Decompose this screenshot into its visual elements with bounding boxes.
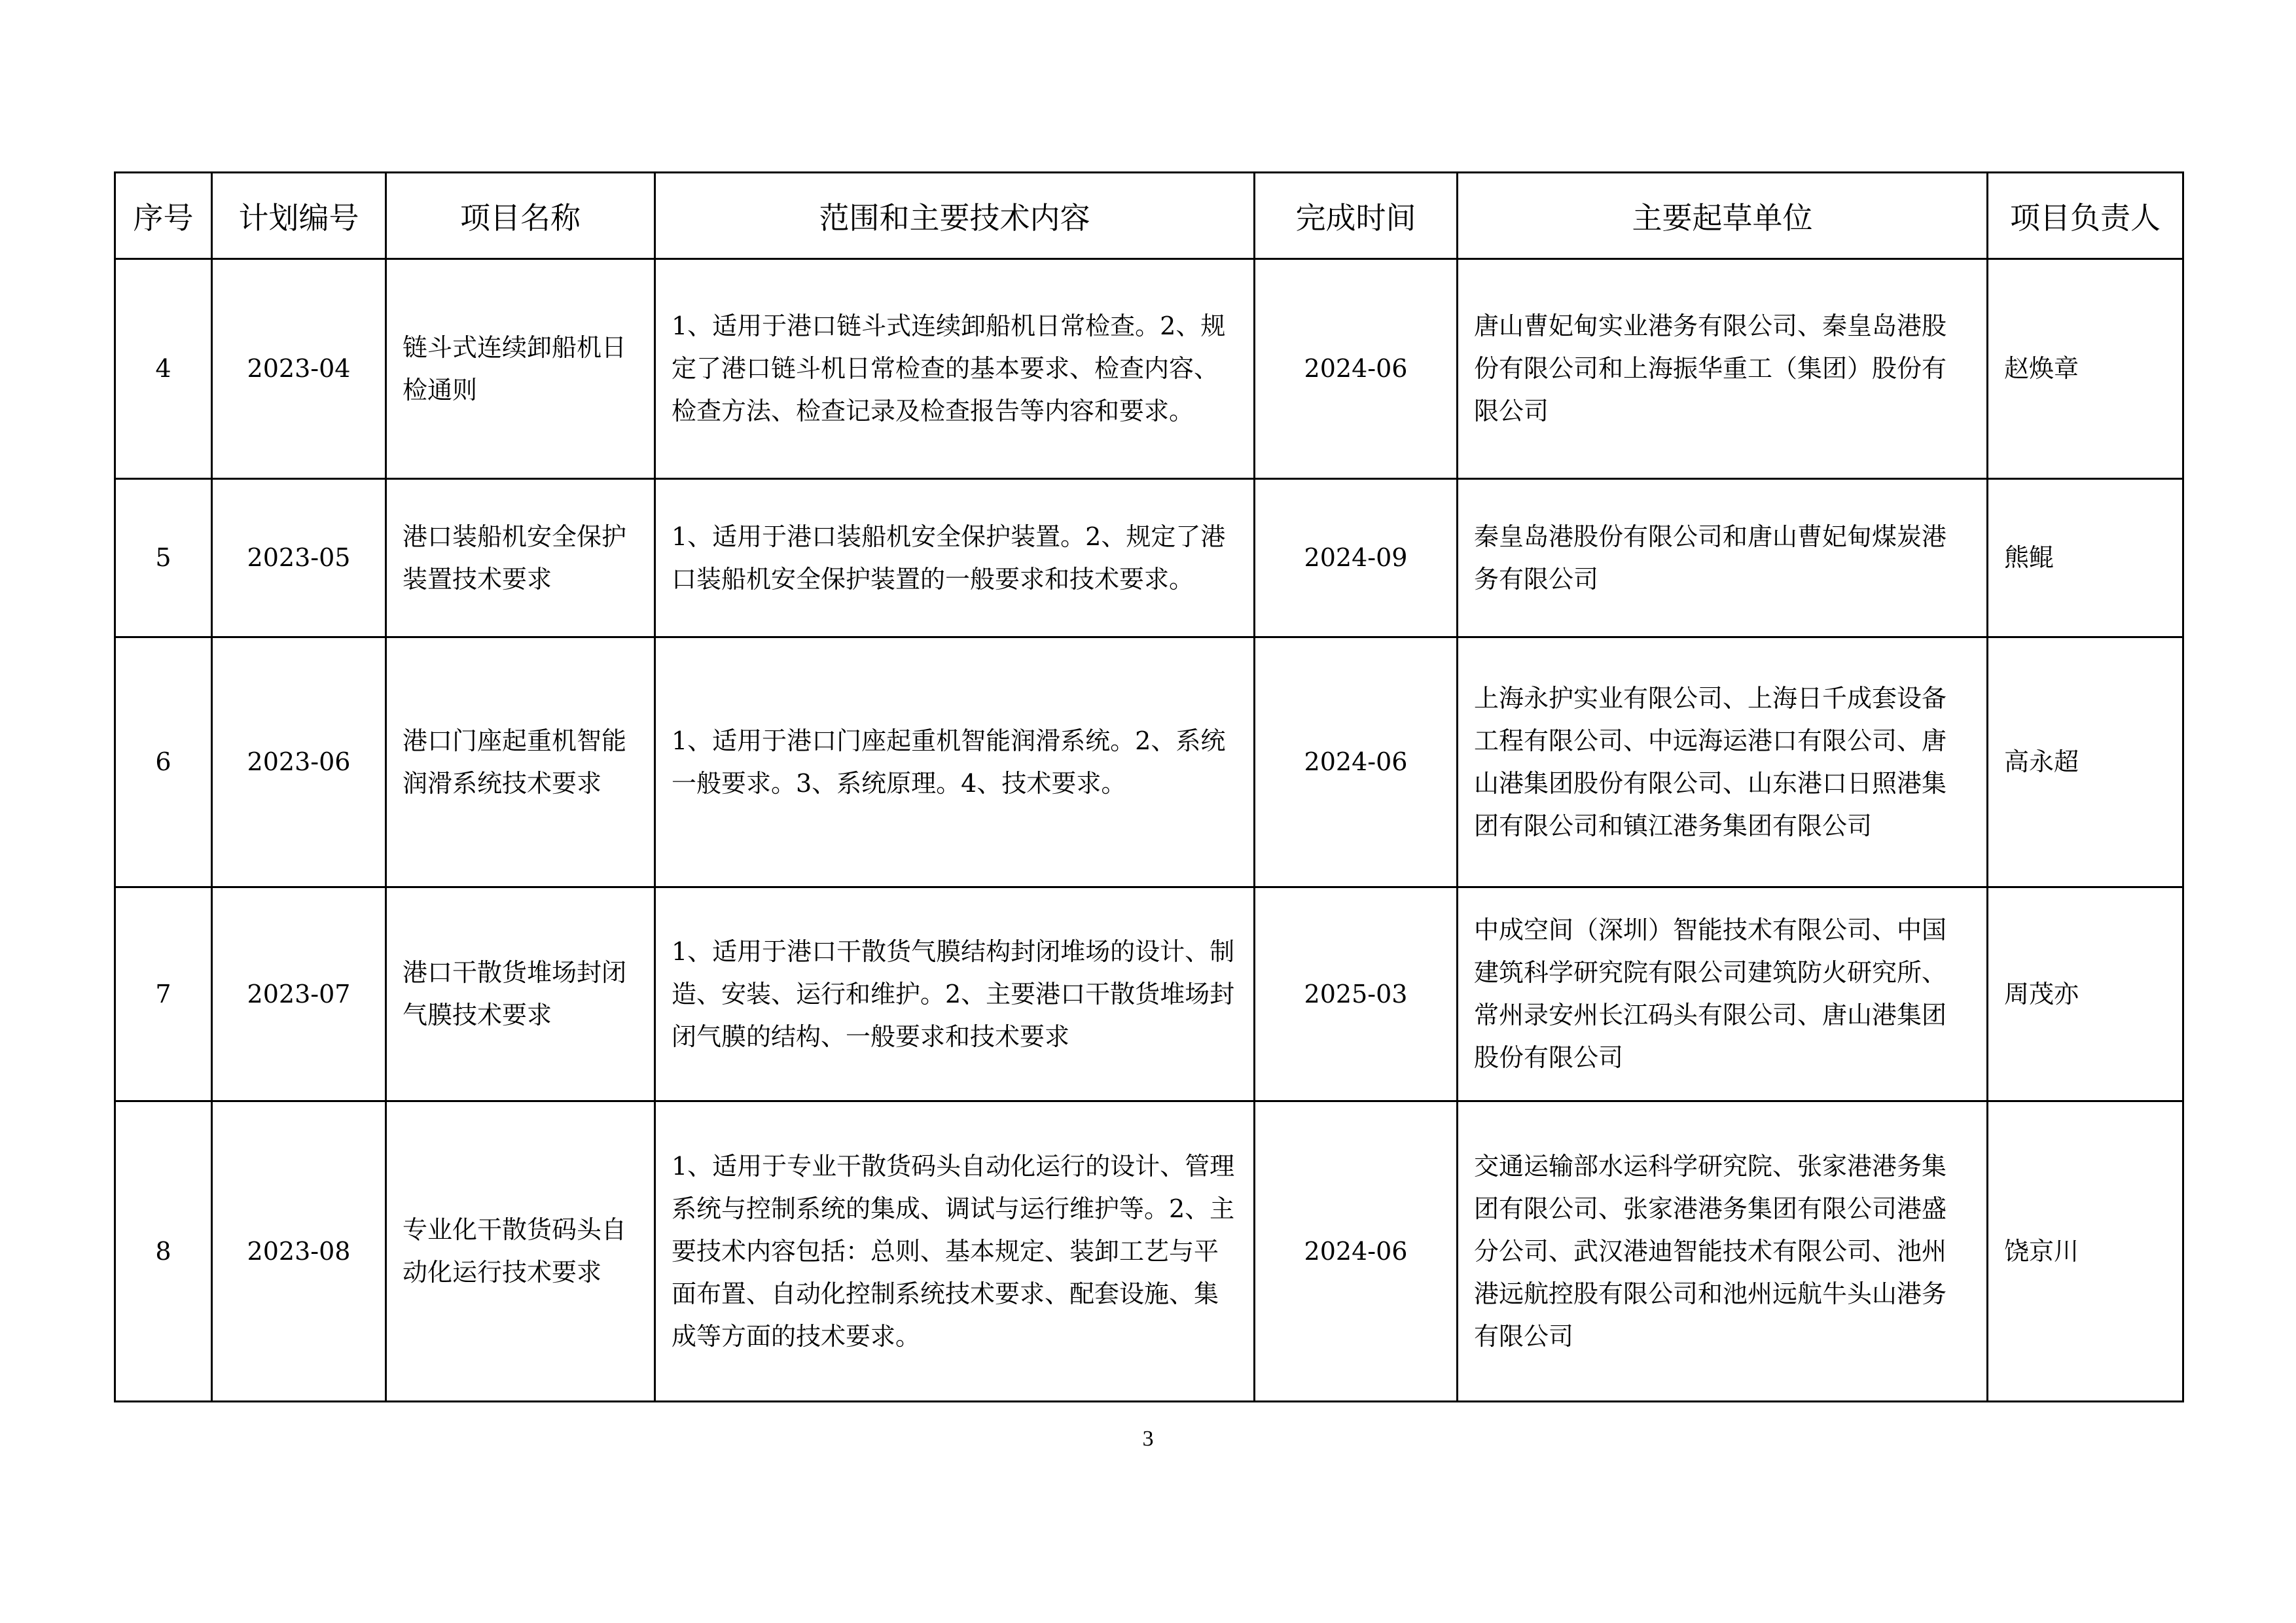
cell-completion-time: 2024-09 [1255,479,1458,637]
header-project-name: 项目名称 [386,173,655,259]
cell-project-lead: 周茂亦 [1988,887,2183,1101]
cell-project-name: 专业化干散货码头自动化运行技术要求 [386,1101,655,1402]
cell-completion-time: 2024-06 [1255,1101,1458,1402]
header-drafting-units: 主要起草单位 [1458,173,1988,259]
cell-completion-time: 2024-06 [1255,259,1458,479]
header-scope: 范围和主要技术内容 [655,173,1255,259]
cell-scope: 1、适用于港口门座起重机智能润滑系统。2、系统一般要求。3、系统原理。4、技术要求。 [655,637,1255,887]
cell-no: 5 [115,479,212,637]
cell-plan-id: 2023-07 [212,887,386,1101]
header-no: 序号 [115,173,212,259]
cell-project-name: 港口干散货堆场封闭气膜技术要求 [386,887,655,1101]
table-row [115,1101,2183,1402]
cell-scope: 1、适用于港口装船机安全保护装置。2、规定了港口装船机安全保护装置的一般要求和技术要求。 [655,479,1255,637]
cell-plan-id: 2023-04 [212,259,386,479]
cell-project-name: 港口门座起重机智能润滑系统技术要求 [386,637,655,887]
cell-scope: 1、适用于港口链斗式连续卸船机日常检查。2、规定了港口链斗机日常检查的基本要求、检查内容、检查方法、检查记录及检查报告等内容和要求。 [655,259,1255,479]
cell-scope: 1、适用于港口干散货气膜结构封闭堆场的设计、制造、安装、运行和维护。2、主要港口干散货堆场封闭气膜的结构、一般要求和技术要求 [655,887,1255,1101]
cell-drafting-units: 上海永护实业有限公司、上海日千成套设备工程有限公司、中远海运港口有限公司、唐山港集团股份有限公司、山东港口日照港集团有限公司和镇江港务集团有限公司 [1458,637,1988,887]
header-completion-time: 完成时间 [1255,173,1458,259]
cell-completion-time: 2025-03 [1255,887,1458,1101]
cell-project-name: 链斗式连续卸船机日检通则 [386,259,655,479]
cell-plan-id: 2023-06 [212,637,386,887]
table-row [115,479,2183,637]
cell-project-lead: 赵焕章 [1988,259,2183,479]
cell-completion-time: 2024-06 [1255,637,1458,887]
cell-plan-id: 2023-05 [212,479,386,637]
table-row [115,887,2183,1101]
table-header-row [115,173,2183,259]
header-plan-id: 计划编号 [212,173,386,259]
header-project-lead: 项目负责人 [1988,173,2183,259]
cell-project-name: 港口装船机安全保护装置技术要求 [386,479,655,637]
table-row [115,259,2183,479]
cell-no: 6 [115,637,212,887]
cell-scope: 1、适用于专业干散货码头自动化运行的设计、管理系统与控制系统的集成、调试与运行维护等。2、主要技术内容包括：总则、基本规定、装卸工艺与平面布置、自动化控制系统技术要求、配套设施、集成等方面的技术要求。 [655,1101,1255,1402]
cell-plan-id: 2023-08 [212,1101,386,1402]
cell-project-lead: 熊鲲 [1988,479,2183,637]
table-row [115,637,2183,887]
cell-project-lead: 高永超 [1988,637,2183,887]
cell-project-lead: 饶京川 [1988,1101,2183,1402]
cell-drafting-units: 中成空间（深圳）智能技术有限公司、中国建筑科学研究院有限公司建筑防火研究所、常州录安州长江码头有限公司、唐山港集团股份有限公司 [1458,887,1988,1101]
cell-no: 8 [115,1101,212,1402]
cell-drafting-units: 交通运输部水运科学研究院、张家港港务集团有限公司、张家港港务集团有限公司港盛分公司、武汉港迪智能技术有限公司、池州港远航控股有限公司和池州远航牛头山港务有限公司 [1458,1101,1988,1402]
cell-no: 4 [115,259,212,479]
plan-table [114,171,2184,1402]
cell-drafting-units: 唐山曹妃甸实业港务有限公司、秦皇岛港股份有限公司和上海振华重工（集团）股份有限公司 [1458,259,1988,479]
cell-drafting-units: 秦皇岛港股份有限公司和唐山曹妃甸煤炭港务有限公司 [1458,479,1988,637]
page-number: 3 [1142,1427,1154,1451]
cell-no: 7 [115,887,212,1101]
